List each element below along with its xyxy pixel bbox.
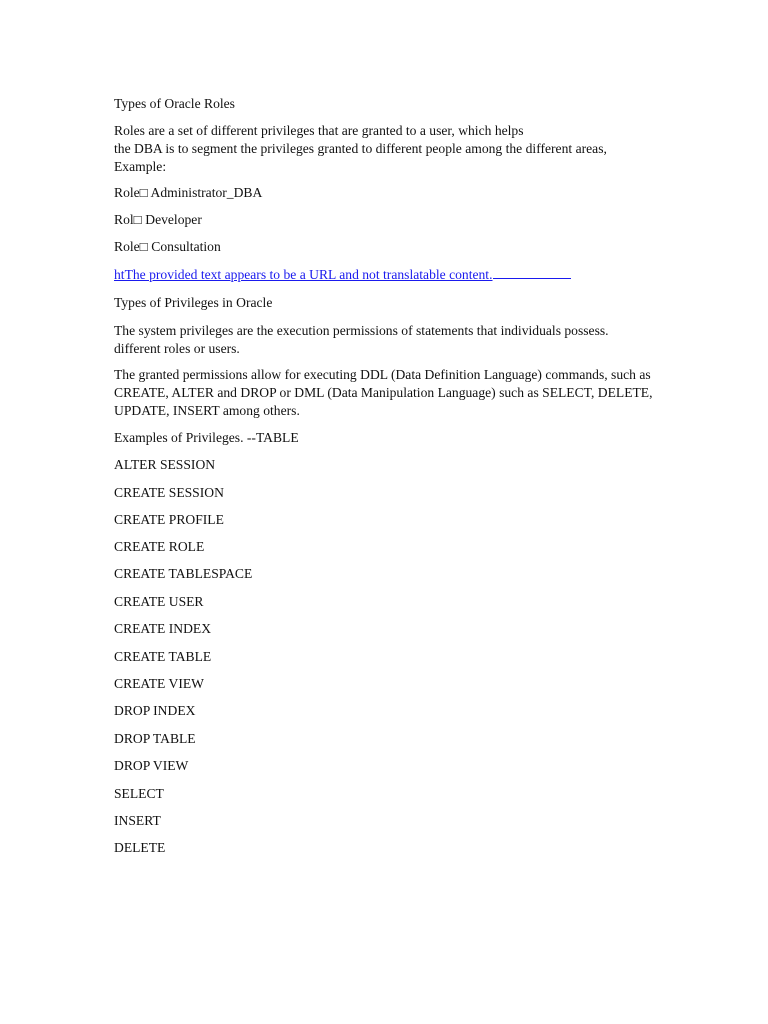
url-link[interactable]: htThe provided text appears to be a URL and not translatable content. — [114, 267, 493, 282]
url-link-row[interactable] — [114, 266, 571, 284]
privilege-item: CREATE TABLE — [114, 649, 212, 664]
roles-intro-line-2: the DBA is to segment the privileges granted to different people among the different areas, — [114, 141, 607, 156]
privilege-item: DROP INDEX — [114, 703, 196, 718]
system-privileges-line-2: different roles or users. — [114, 341, 240, 356]
role-example-developer: Rol□ Developer — [114, 212, 202, 227]
privilege-item: CREATE PROFILE — [114, 512, 224, 527]
examples-of-privileges-heading: Examples of Privileges. --TABLE — [114, 430, 299, 445]
system-privileges-line-1: The system privileges are the execution permissions of statements that individuals possess. — [114, 323, 609, 338]
granted-permissions-line-3: UPDATE, INSERT among others. — [114, 403, 300, 418]
granted-permissions-line-1: The granted permissions allow for executing DDL (Data Definition Language) commands, such as — [114, 367, 651, 382]
privilege-item: SELECT — [114, 786, 164, 801]
role-example-consultation: Role□ Consultation — [114, 239, 221, 254]
roles-intro-line-1: Roles are a set of different privileges that are granted to a user, which helps — [114, 123, 524, 138]
privilege-item: CREATE SESSION — [114, 485, 224, 500]
privilege-item: CREATE VIEW — [114, 676, 204, 691]
heading-types-of-oracle-roles: Types of Oracle Roles — [114, 96, 235, 111]
privilege-item: DROP TABLE — [114, 731, 196, 746]
role-example-administrator: Role□ Administrator_DBA — [114, 185, 263, 200]
granted-permissions-line-2: CREATE, ALTER and DROP or DML (Data Manipulation Language) such as SELECT, DELETE, — [114, 385, 653, 400]
privilege-item: DROP VIEW — [114, 758, 189, 773]
privilege-item: INSERT — [114, 813, 161, 828]
roles-intro-line-3: Example: — [114, 159, 167, 174]
privilege-item: ALTER SESSION — [114, 457, 216, 472]
heading-types-of-privileges: Types of Privileges in Oracle — [114, 295, 273, 310]
privilege-item: CREATE ROLE — [114, 539, 205, 554]
privilege-item: CREATE INDEX — [114, 621, 212, 636]
privilege-item: CREATE TABLESPACE — [114, 566, 253, 581]
url-link-underline — [493, 266, 571, 279]
privilege-item: CREATE USER — [114, 594, 204, 609]
privilege-item: DELETE — [114, 840, 166, 855]
